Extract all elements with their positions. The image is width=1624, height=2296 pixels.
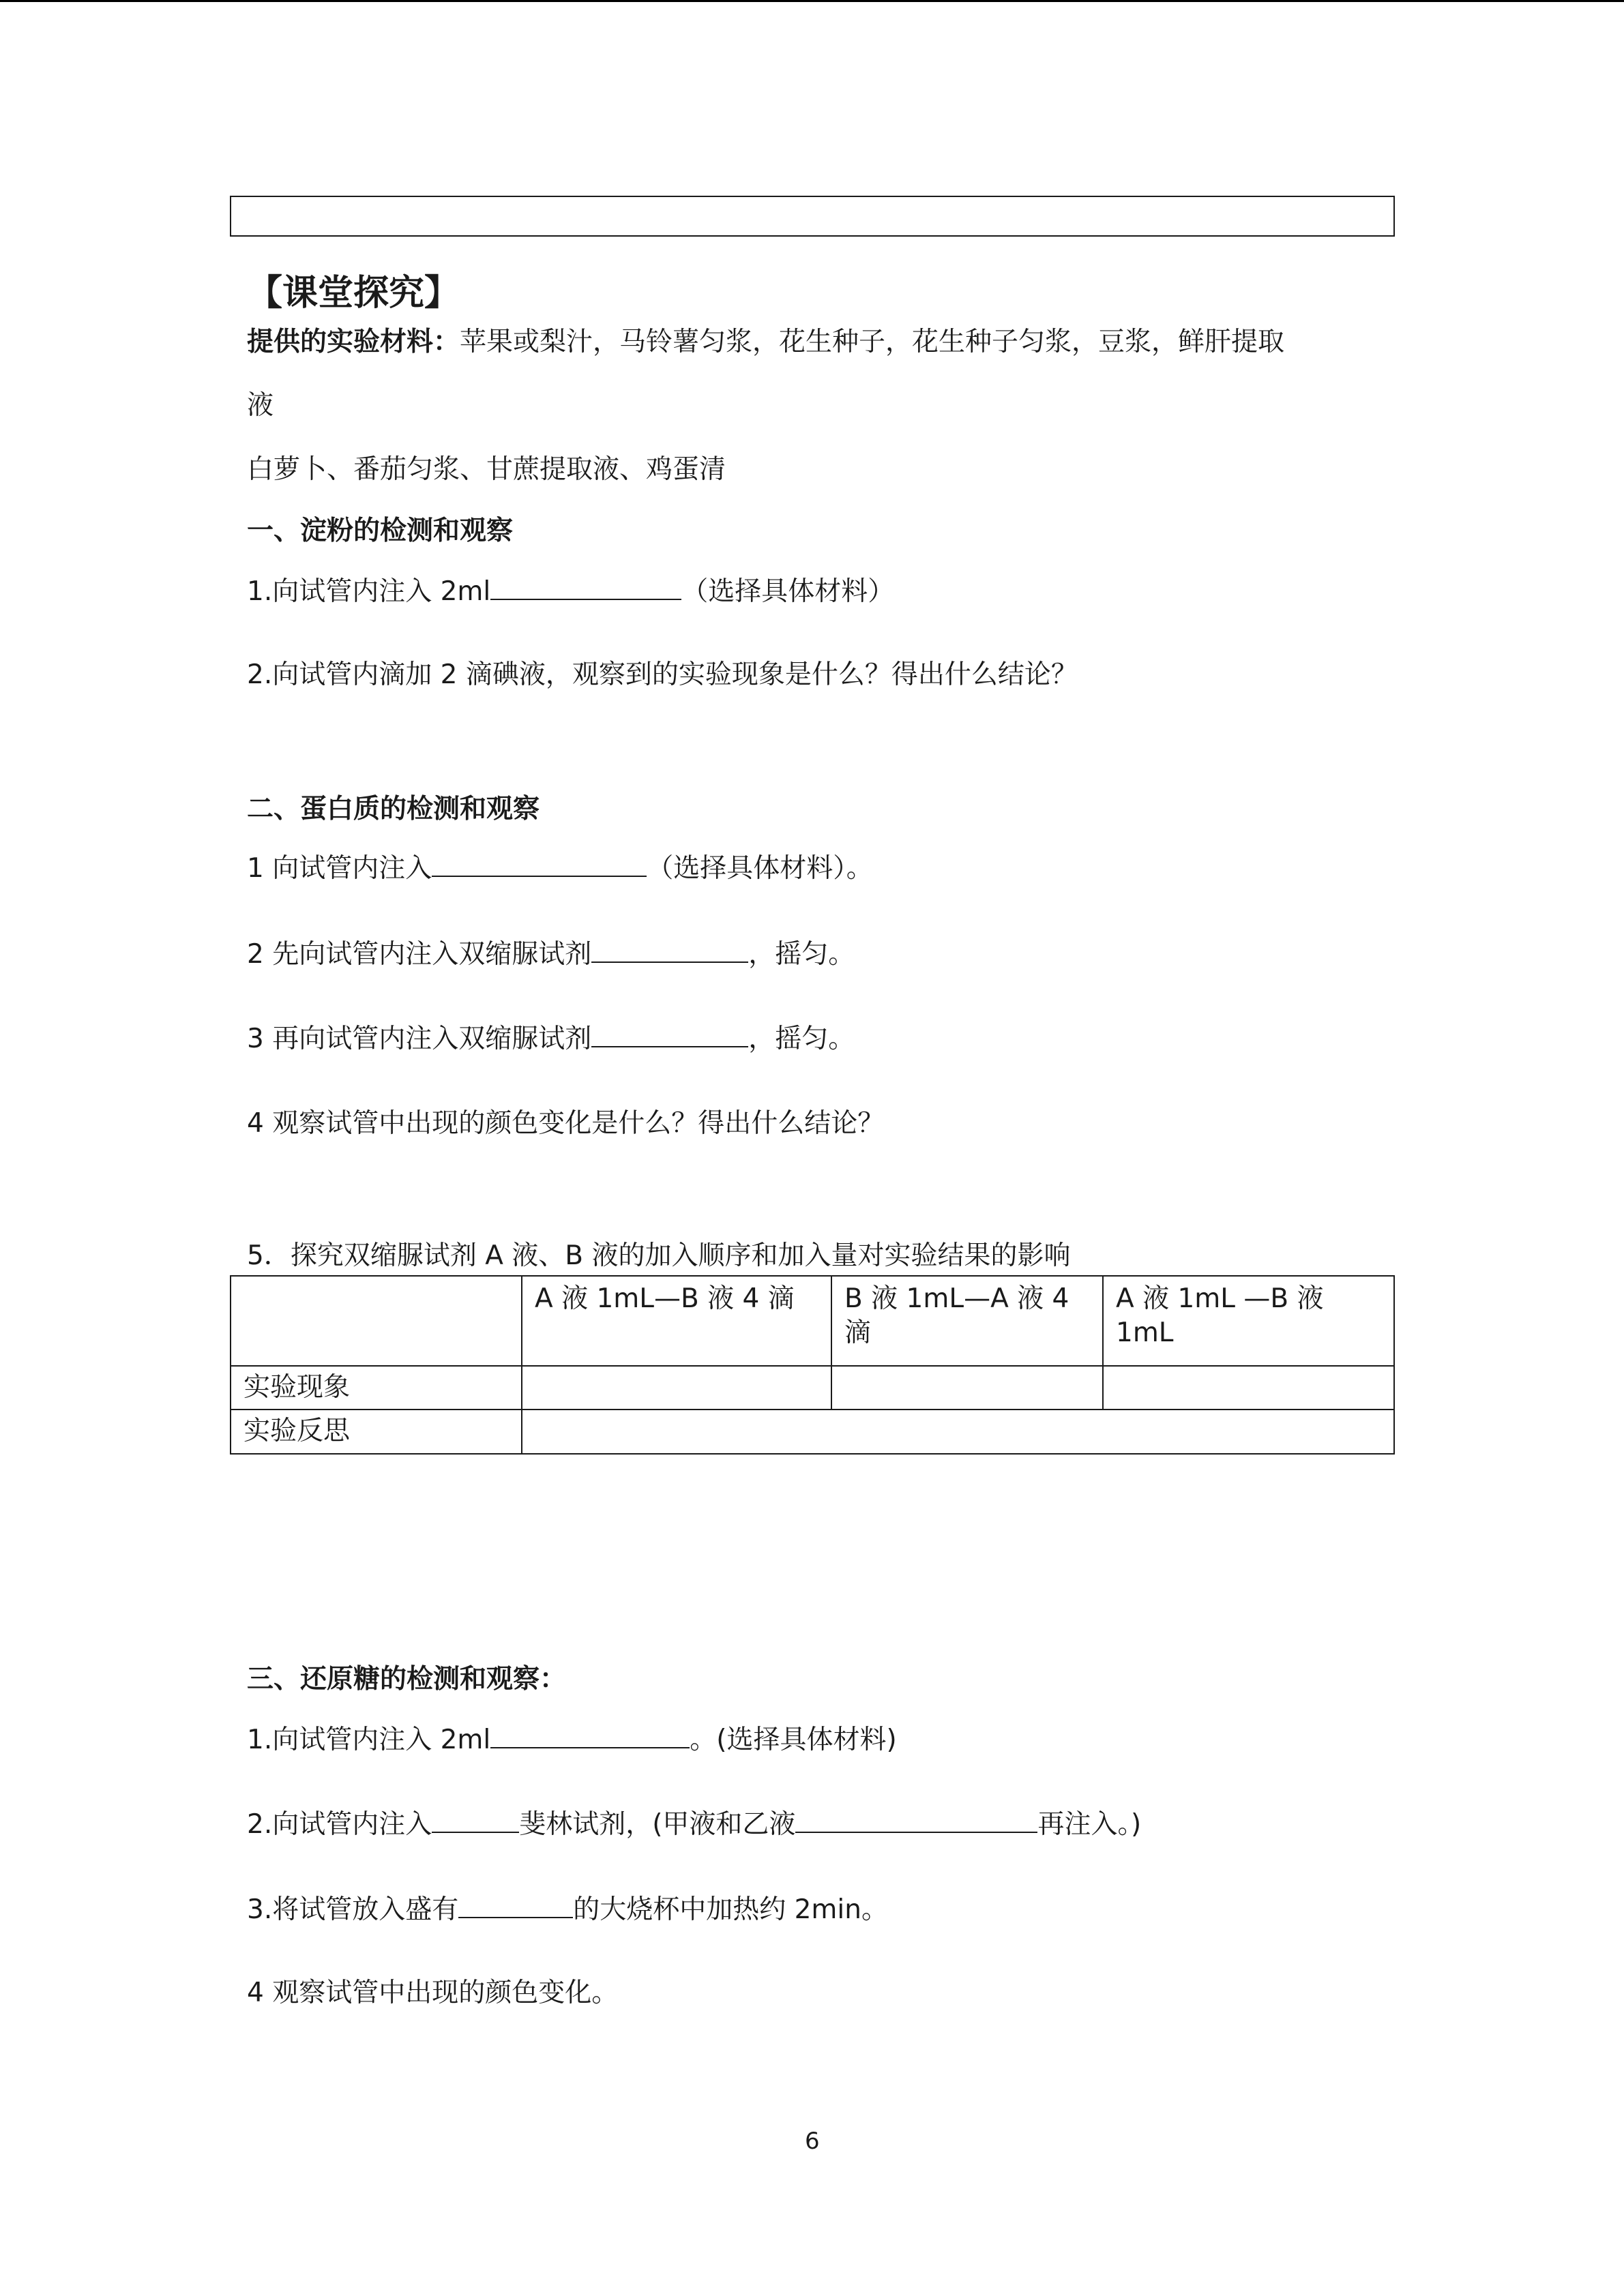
section-2-question-5: 5．探究双缩脲试剂 A 液、B 液的加入顺序和加入量对实验结果的影响 [247, 1240, 1071, 1271]
row-label: 实验反思 [243, 1416, 351, 1446]
page-title: 【课堂探究】 [247, 273, 460, 314]
question-text: （选择具体材料）。 [647, 853, 873, 884]
section-2-question-2 [247, 937, 855, 971]
table-cell[interactable] [521, 1365, 832, 1410]
answer-blank[interactable] [591, 937, 748, 963]
question-text: 斐林试剂，(甲液和乙液 [519, 1809, 796, 1840]
question-text: 3.将试管放入盛有 [247, 1894, 459, 1925]
section-3-heading: 三、还原糖的检测和观察： [247, 1664, 567, 1695]
answer-blank[interactable] [490, 1723, 690, 1748]
header-text: A 液 1mL —B 液 1mL [1116, 1283, 1324, 1348]
section-2-question-3 [247, 1022, 855, 1056]
section-2-question-1 [247, 851, 873, 885]
section-3-question-2 [247, 1807, 1141, 1841]
section-2-heading: 二、蛋白质的检测和观察 [247, 794, 540, 824]
materials-line-3: 白萝卜、番茄匀浆、甘蔗提取液、鸡蛋清 [247, 454, 726, 485]
question-text: ，摇匀。 [748, 939, 855, 970]
top-border [0, 0, 1624, 2]
question-text: 再注入。) [1037, 1809, 1142, 1840]
table-header-col-3 [1102, 1275, 1395, 1367]
question-text: 2.向试管内注入 [247, 1809, 432, 1840]
section-3-question-3 [247, 1892, 888, 1926]
answer-blank[interactable] [432, 1807, 519, 1833]
section-3-question-4: 4 观察试管中出现的颜色变化。 [247, 1978, 619, 2008]
answer-blank[interactable] [795, 1807, 1037, 1833]
table-row-label-1 [230, 1365, 522, 1410]
row-label: 实验现象 [243, 1372, 351, 1403]
question-text: 1.向试管内注入 2ml [247, 1725, 491, 1755]
materials-line-1 [247, 326, 1284, 359]
table-cell[interactable] [521, 1409, 1395, 1455]
materials-text: 苹果或梨汁，马铃薯匀浆，花生种子，花生种子匀浆，豆浆，鲜肝提取 [460, 327, 1285, 357]
section-2-question-4: 4 观察试管中出现的颜色变化是什么？得出什么结论？ [247, 1108, 885, 1139]
question-text: ，摇匀。 [748, 1024, 855, 1054]
table-header-col-1 [521, 1275, 832, 1367]
section-1-question-1 [247, 574, 894, 608]
table-row-label-2 [230, 1409, 522, 1455]
question-text: （选择具体材料） [681, 576, 895, 607]
question-text: 。(选择具体材料) [690, 1725, 897, 1755]
section-3-question-1 [247, 1723, 897, 1757]
table-corner-cell [230, 1275, 522, 1367]
table-cell[interactable] [1102, 1365, 1395, 1410]
answer-blank[interactable] [432, 851, 647, 877]
question-text: 3 再向试管内注入双缩脲试剂 [247, 1024, 592, 1054]
question-text: 的大烧杯中加热约 2min。 [573, 1894, 888, 1925]
section-1-heading: 一、淀粉的检测和观察 [247, 516, 514, 546]
answer-blank[interactable] [591, 1022, 748, 1047]
section-1-question-2: 2.向试管内滴加 2 滴碘液，观察到的实验现象是什么？得出什么结论？ [247, 659, 1078, 690]
table-header-col-2 [831, 1275, 1104, 1367]
materials-line-2: 液 [247, 390, 274, 421]
materials-label: 提供的实验材料： [247, 327, 460, 357]
question-text: 2 先向试管内注入双缩脲试剂 [247, 939, 592, 970]
answer-blank[interactable] [490, 574, 681, 600]
question-text: 1.向试管内注入 2ml [247, 576, 491, 607]
header-text: B 液 1mL—A 液 4 [844, 1283, 1069, 1314]
question-text: 1 向试管内注入 [247, 853, 432, 884]
empty-box [230, 196, 1395, 237]
header-text: A 液 1mL—B 液 4 滴 [535, 1283, 795, 1314]
answer-blank[interactable] [458, 1892, 573, 1918]
table-cell[interactable] [831, 1365, 1104, 1410]
header-text: 滴 [844, 1317, 872, 1348]
page-number: 6 [805, 2128, 820, 2155]
